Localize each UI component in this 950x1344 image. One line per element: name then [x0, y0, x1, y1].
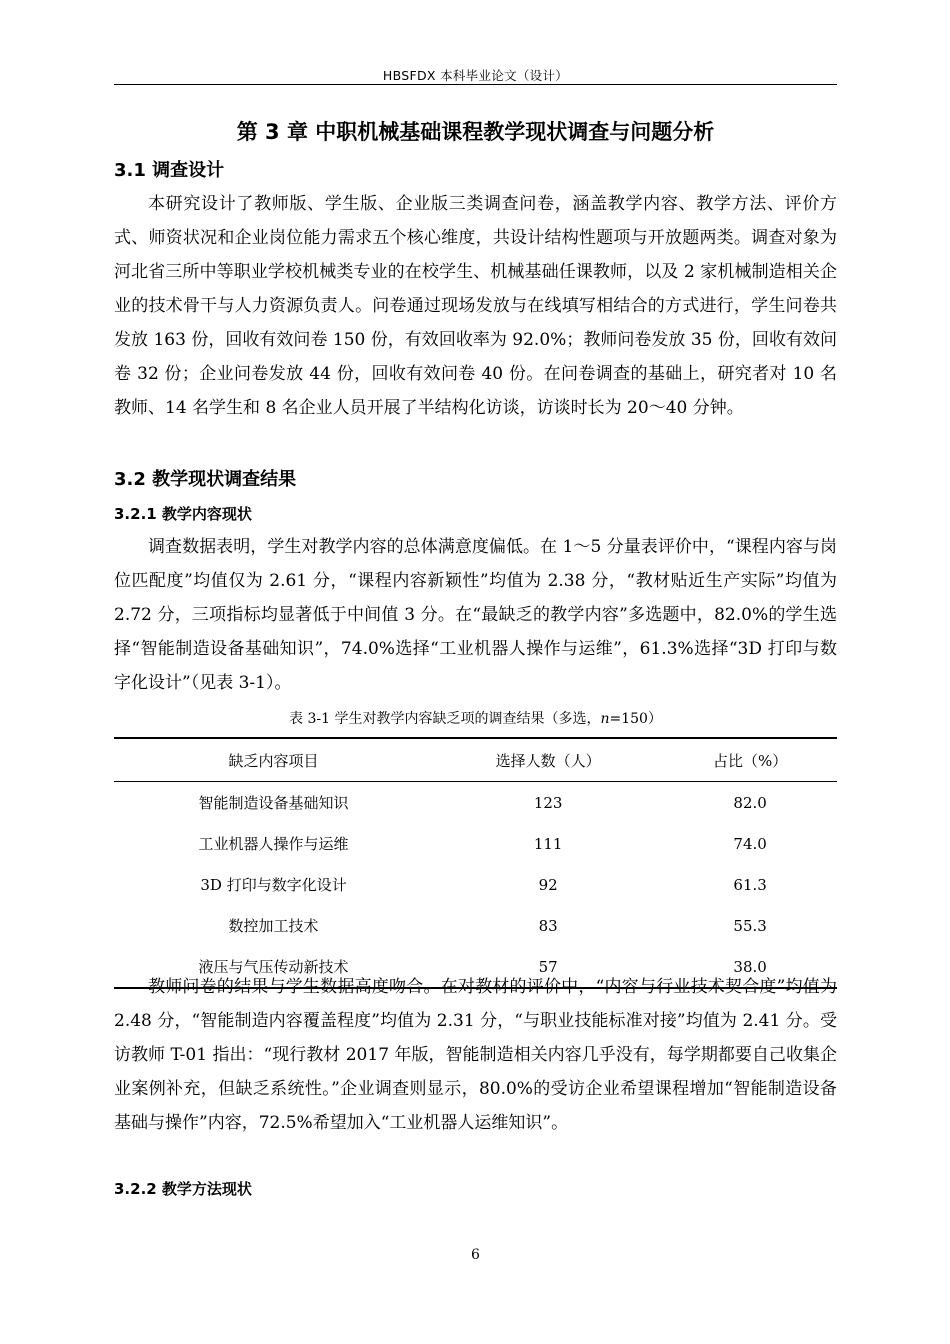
table-cell: 82.0 — [733, 793, 767, 812]
page-number: 6 — [471, 1247, 480, 1263]
table-row — [114, 905, 837, 946]
table-caption-suffix: =150） — [609, 711, 662, 727]
table-cell: 111 — [533, 834, 563, 853]
table-cell: 38.0 — [663, 946, 837, 988]
table-caption-prefix: 表 3-1 学生对教学内容缺乏项的调查结果（多选， — [289, 711, 601, 727]
table-header-cell: 选择人数（人） — [433, 738, 663, 782]
table-cell: 55.3 — [733, 916, 767, 935]
section-heading-3-1: 3.1 调查设计 — [114, 160, 225, 181]
paragraph-teacher-survey: 教师问卷的结果与学生数据高度吻合。在对教材的评价中，“内容与行业技术契合度”均值为 2.48 分，“智能制造内容覆盖程度”均值为 2.31 分，“与职业技能标准对接”均值为 2.41 分。受访教师 T-01 指出：“现行教材 2017 年版，智能制造相关内容几乎没有，每学期都要自己收集企业案例补充，但缺乏系统性。”企业调查则显示，80.0%的受访企业希望课程增加“智能制造设备基础与操作”内容，72.5%希望加入“工业机器人运维知识”。 — [114, 977, 837, 1133]
table-cell: 61.3 — [733, 875, 767, 894]
header-rule — [114, 84, 837, 85]
table-row — [114, 864, 837, 905]
paragraph-survey-design: 本研究设计了教师版、学生版、企业版三类调查问卷，涵盖教学内容、教学方法、评价方式、师资状况和企业岗位能力需求五个核心维度，共设计结构性题项与开放题两类。调查对象为河北省三所中等职业学校机械类专业的在校学生、机械基础任课教师，以及 2 家机械制造相关企业的技术骨干与人力资源负责人。问卷通过现场发放与在线填写相结合的方式进行，学生问卷共发放 163 份，回收有效问卷 150 份，有效回收率为 92.0%；教师问卷发放 35 份，回收有效问卷 32 份；企业问卷发放 44 份，回收有效问卷 40 份。在问卷调查的基础上，研究者对 10 名教师、14 名学生和 8 名企业人员开展了半结构化访谈，访谈时长为 20～40 分钟。 — [114, 194, 837, 418]
chapter-title: 第 3 章 中职机械基础课程教学现状调查与问题分析 — [236, 120, 715, 144]
paragraph-content-status: 调查数据表明，学生对教学内容的总体满意度偏低。在 1～5 分量表评价中，“课程内容与岗位匹配度”均值仅为 2.61 分，“课程内容新颖性”均值为 2.38 分，“教材贴近生产实际”均值为 2.72 分，三项指标均显著低于中间值 3 分。在“最缺乏的教学内容”多选题中，82.0%的学生选择“智能制造设备基础知识”，74.0%选择“工业机器人操作与运维”，61.3%选择“3D 打印与数字化设计”（见表 3-1）。 — [114, 537, 837, 693]
table-cell: 123 — [533, 793, 563, 812]
table-cell: 液压与气压传动新技术 — [114, 946, 433, 988]
table-cell: 83 — [538, 916, 558, 935]
table-cell: 工业机器人操作与运维 — [198, 835, 349, 853]
content-gap-table — [114, 737, 837, 989]
table-header-row — [114, 738, 837, 782]
table-cell: 92 — [538, 875, 558, 894]
table-row — [114, 823, 837, 864]
table-cell: 74.0 — [733, 834, 767, 853]
table-caption-variable: n — [600, 711, 610, 727]
running-header: HBSFDX 本科毕业论文（设计） — [382, 68, 569, 83]
table-caption — [114, 708, 837, 728]
table-cell: 3D 打印与数字化设计 — [200, 876, 347, 894]
table-header-cell: 占比（%） — [663, 738, 837, 782]
table-cell: 57 — [433, 946, 663, 988]
table-row — [114, 782, 837, 824]
section-heading-3-2-2: 3.2.2 教学方法现状 — [114, 1180, 252, 1198]
table-cell: 智能制造设备基础知识 — [198, 794, 349, 812]
section-heading-3-2-1: 3.2.1 教学内容现状 — [114, 505, 252, 523]
table-header-cell: 缺乏内容项目 — [114, 738, 433, 782]
paper-page — [114, 0, 837, 1344]
section-heading-3-2: 3.2 教学现状调查结果 — [114, 469, 297, 490]
table-cell: 数控加工技术 — [228, 917, 319, 935]
